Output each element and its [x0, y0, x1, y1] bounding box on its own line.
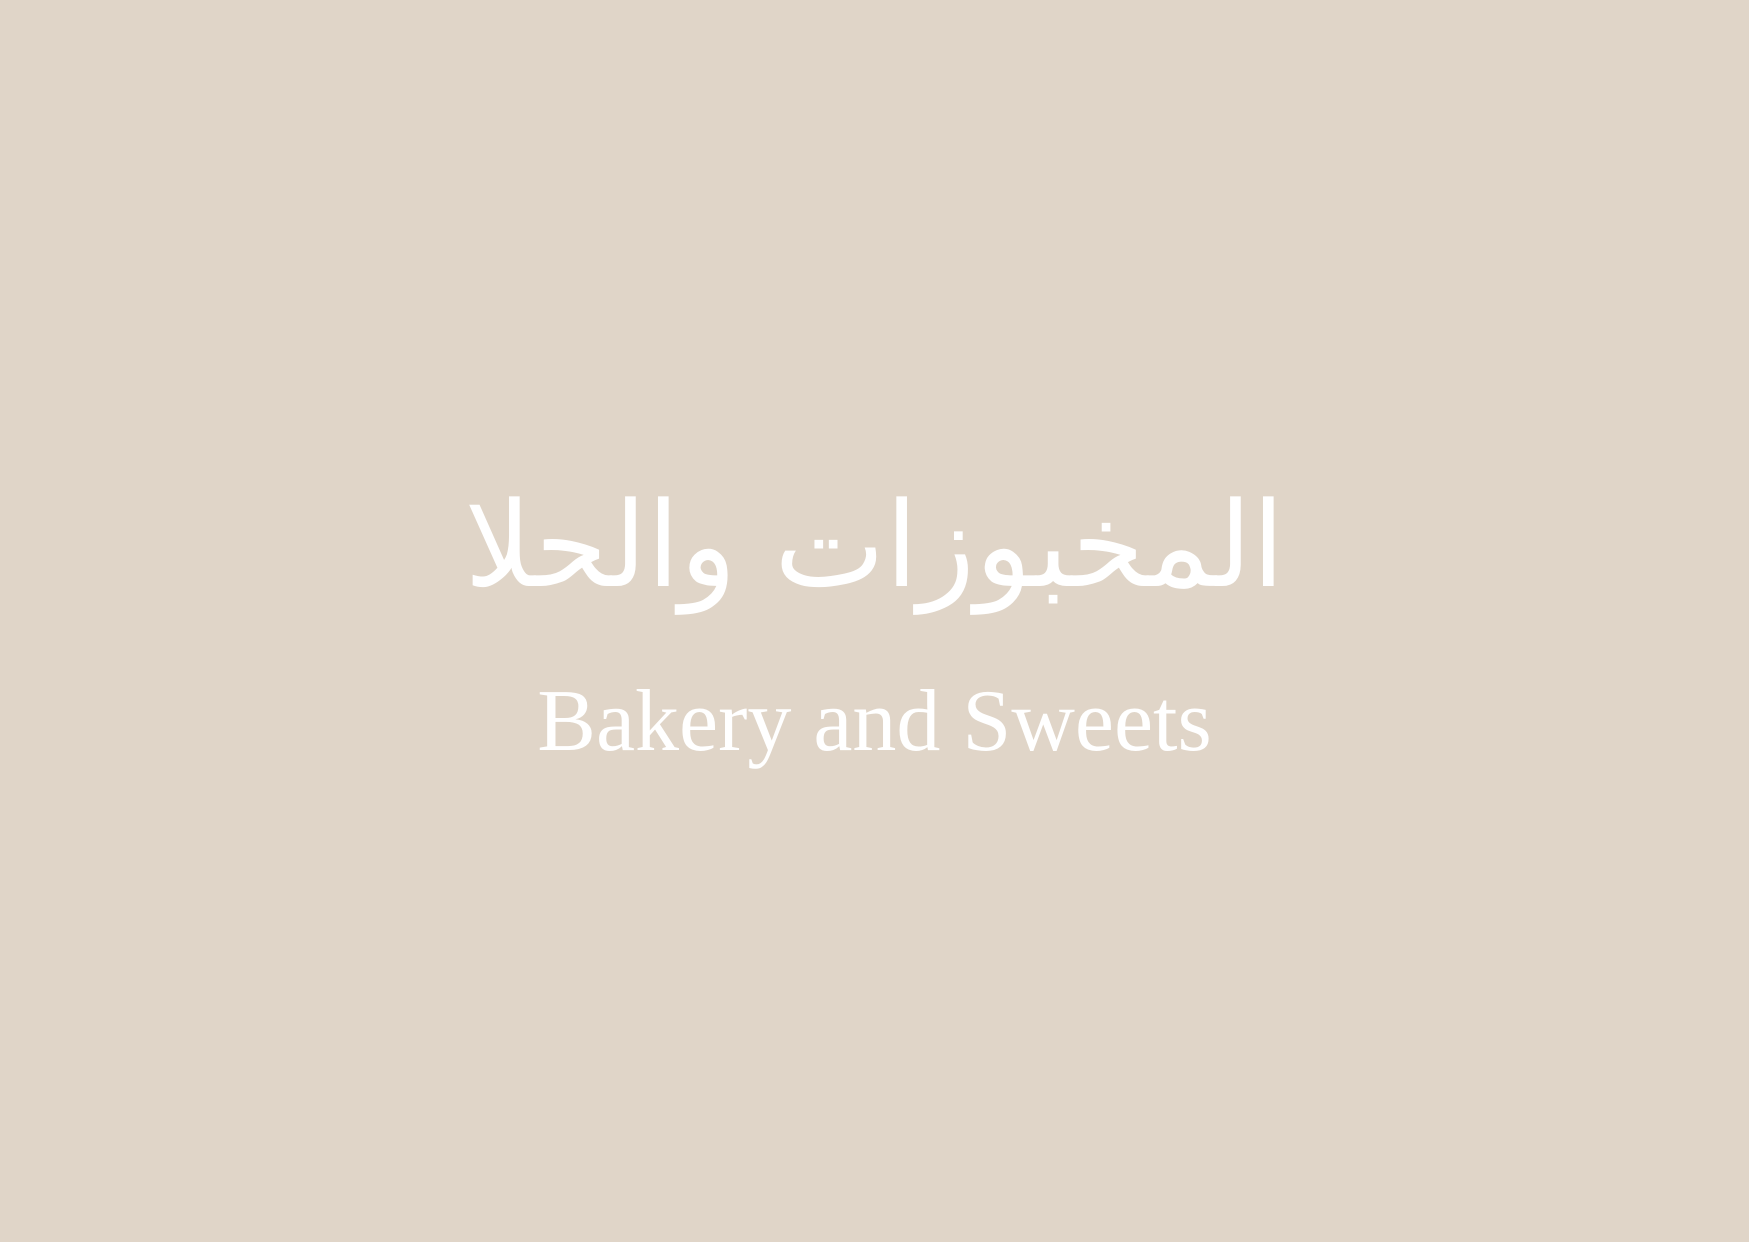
english-title: Bakery and Sweets: [537, 673, 1212, 770]
arabic-title: المخبوزات والحلا: [464, 476, 1285, 614]
